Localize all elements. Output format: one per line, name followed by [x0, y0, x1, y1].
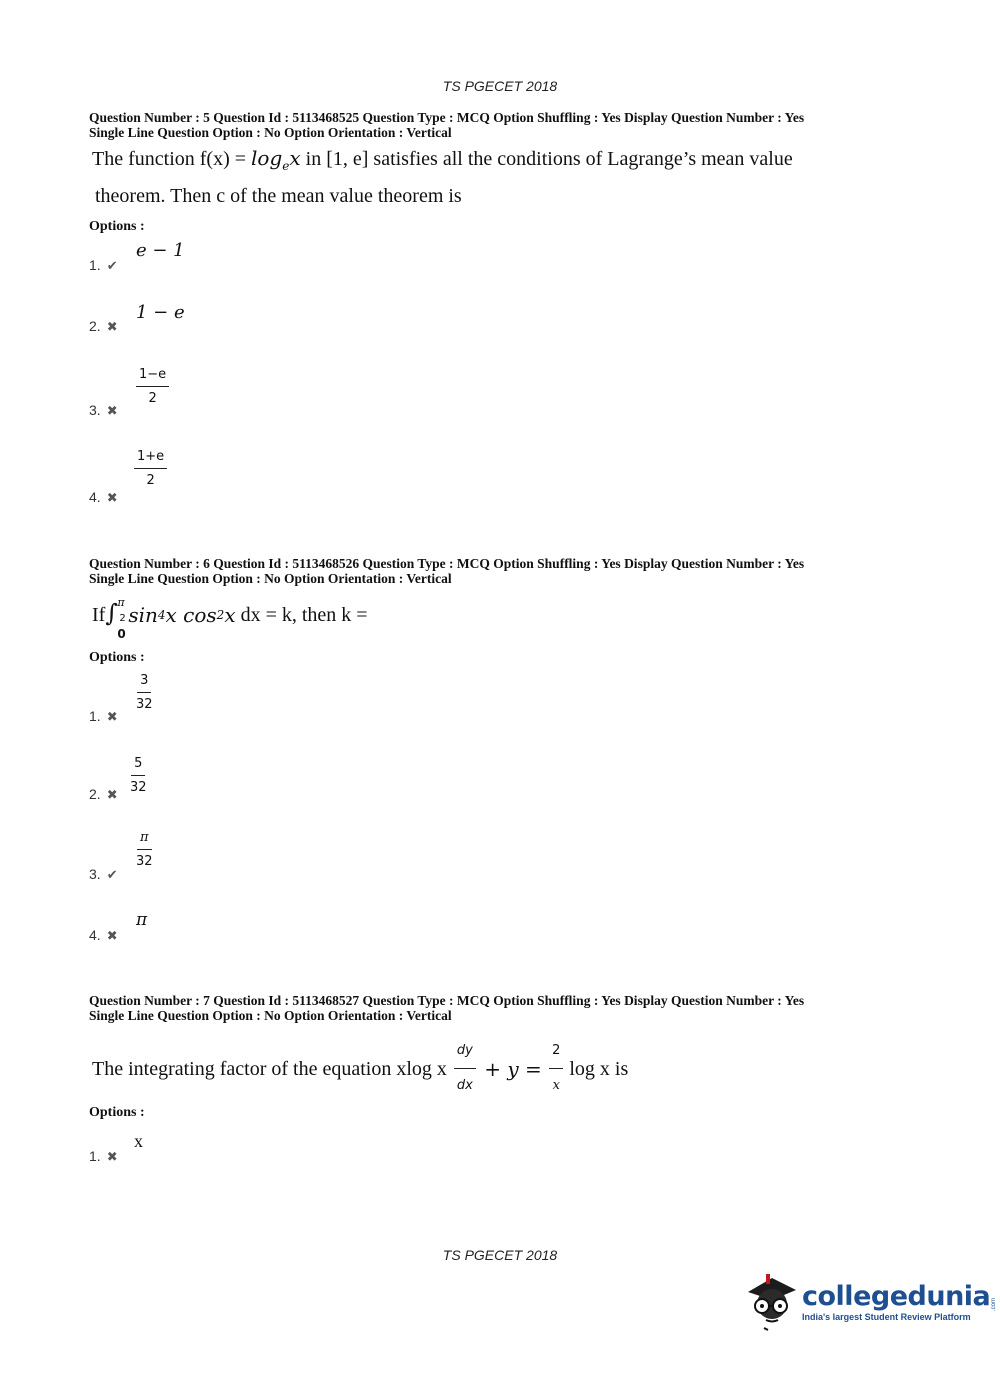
integral-sign: ∫ π 2 0	[105, 596, 126, 641]
question-6-meta-line1: Question Number : 6 Question Id : 5113468526 Question Type : MCQ Option Shuffling : Yes Display Question Number : Yes	[89, 556, 805, 571]
question-5-text: The function $f(x) = \log_ex$ in [1, e] satisfies all the conditions of Lagrange’s mean value theorem. Then c of the mean value theorem is	[92, 146, 793, 207]
brand-name: collegedunia	[802, 1280, 991, 1312]
question-7-option-1[interactable]: 1. ✖	[89, 1148, 118, 1165]
numerator: π	[137, 830, 152, 850]
collegedunia-logo	[742, 1270, 997, 1332]
question-7-meta	[89, 993, 804, 1023]
cross-icon: ✖	[106, 710, 118, 725]
question-5-options-label: Options :	[89, 219, 145, 234]
check-icon: ✔	[106, 868, 118, 883]
page-header	[0, 78, 1000, 94]
question-6-option-2-fraction	[130, 756, 147, 795]
question-6-option-3-fraction	[136, 830, 153, 869]
brand-suffix: .com	[991, 1298, 998, 1312]
cross-icon: ✖	[106, 929, 118, 944]
question-5-option-4-fraction	[134, 449, 167, 488]
question-7-option-1-value: x	[134, 1131, 143, 1151]
question-6-meta-line2: Single Line Question Option : No Option Orientation : Vertical	[89, 571, 452, 586]
brand-tagline: India's largest Student Review Platform	[802, 1311, 971, 1322]
question-7-meta-line1: Question Number : 7 Question Id : 5113468527 Question Type : MCQ Option Shuffling : Yes Display Question Number : Yes	[89, 993, 805, 1008]
question-6-option-3[interactable]: 3. ✔	[89, 866, 118, 883]
question-6-option-1[interactable]: 1. ✖	[89, 708, 118, 725]
page-footer	[0, 1247, 1000, 1263]
denominator: 32	[136, 697, 153, 712]
rhs-fraction: $\frac{2}{x}$	[549, 1036, 563, 1101]
denominator: 2	[146, 473, 155, 488]
question-7-options-label: Options :	[89, 1105, 145, 1120]
question-7-meta-line2: Single Line Question Option : No Option Orientation : Vertical	[89, 1008, 452, 1023]
denominator: 32	[130, 780, 147, 795]
question-6-text: If ∫ π 2 0 sin 4 x cos 2 x dx = k, then k =	[92, 596, 368, 641]
question-5-meta	[89, 110, 804, 140]
cross-icon: ✖	[106, 404, 118, 419]
question-5-option-2[interactable]: 2. ✖	[89, 318, 118, 335]
footer-exam-title: TS PGECET 2018	[442, 1247, 558, 1263]
cross-icon: ✖	[106, 491, 118, 506]
question-5-option-3-fraction	[136, 367, 169, 406]
question-6-option-2[interactable]: 2. ✖	[89, 786, 118, 803]
mascot-icon	[742, 1270, 800, 1332]
denominator: 2	[148, 391, 157, 406]
cross-icon: ✖	[106, 1150, 118, 1165]
question-5-meta-line2: Single Line Question Option : No Option Orientation : Vertical	[89, 125, 452, 140]
question-6-option-1-fraction	[136, 673, 153, 712]
question-5-option-1[interactable]: 1. ✔	[89, 257, 118, 274]
numerator: 5	[131, 756, 145, 776]
numerator: 1+e	[134, 449, 167, 469]
question-6-meta	[89, 556, 804, 586]
question-7-text: The integrating factor of the equation xlog x $\frac{dy}{dx}$ + y = $\frac{2}{x}$ log x is	[92, 1036, 628, 1101]
question-6-option-4-value: π	[136, 910, 148, 930]
derivative-fraction: $\frac{dy}{dx}$	[454, 1036, 476, 1101]
cross-icon: ✖	[106, 320, 118, 335]
question-6-options-label: Options :	[89, 650, 145, 665]
question-5-option-2-value: 1 − e	[136, 302, 185, 323]
cross-icon: ✖	[106, 788, 118, 803]
question-5-option-1-value: e − 1	[136, 240, 185, 261]
exam-title: TS PGECET 2018	[442, 78, 558, 94]
numerator: 1−e	[136, 367, 169, 387]
question-5-option-4[interactable]: 4. ✖	[89, 489, 118, 506]
numerator: 3	[137, 673, 151, 693]
denominator: 32	[136, 854, 153, 869]
question-6-option-4[interactable]: 4. ✖	[89, 927, 118, 944]
question-5-option-3[interactable]: 3. ✖	[89, 402, 118, 419]
check-icon: ✔	[106, 259, 118, 274]
question-5-meta-line1: Question Number : 5 Question Id : 5113468525 Question Type : MCQ Option Shuffling : Yes Display Question Number : Yes	[89, 110, 805, 125]
